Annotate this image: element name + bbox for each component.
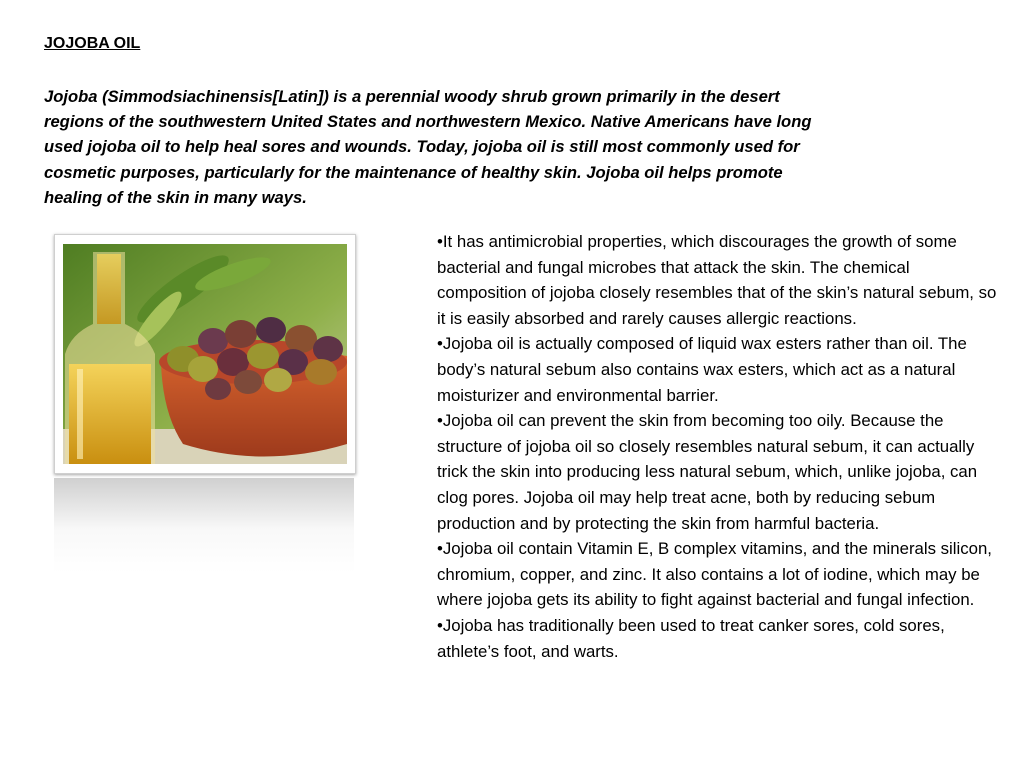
photo-reflection bbox=[54, 478, 354, 573]
benefit-item: •It has antimicrobial properties, which discourages the growth of some bacterial and fungal microbes that attack the skin. The chemical composition of jojoba closely resembles that of the skin’s natural sebum, so it is easily absorbed and rarely causes allergic reactions. bbox=[437, 232, 997, 328]
jojoba-photo-frame bbox=[54, 234, 356, 474]
slide-title: JOJOBA OIL bbox=[44, 35, 141, 52]
benefit-item: •Jojoba oil can prevent the skin from becoming too oily. Because the structure of jojoba oil so closely resembles natural sebum, it can actually trick the skin into producing less natural sebum, which, unlike jojoba, can clog pores. Jojoba oil may help treat acne, both by reducing sebum production and by protecting the skin from harmful bacteria. bbox=[437, 411, 978, 533]
benefit-item: •Jojoba oil contain Vitamin E, B complex vitamins, and the minerals silicon, chromium, copper, and zinc. It also contains a lot of iodine, which may be where jojoba gets its ability to fight against bacterial and fungal infection. bbox=[437, 539, 992, 610]
benefits-list bbox=[437, 229, 997, 664]
intro-paragraph: Jojoba (Simmodsiachinensis[Latin]) is a perennial woody shrub grown primarily in the desert regions of the southwestern United States and northwestern Mexico. Native Americans have long used jojoba oil to help heal sores and wounds. Today, jojoba oil is still most commonly used for cosmetic purposes, particularly for the maintenance of healthy skin. Jojoba oil helps promote healing of the skin in many ways. bbox=[44, 87, 812, 207]
benefit-item: •Jojoba oil is actually composed of liquid wax esters rather than oil. The body’s natural sebum also contains wax esters, which act as a natural moisturizer and environmental barrier. bbox=[437, 334, 967, 405]
oil-and-olives-photo bbox=[63, 244, 347, 464]
benefit-item: •Jojoba has traditionally been used to treat canker sores, cold sores, athlete’s foot, and warts. bbox=[437, 615, 945, 661]
